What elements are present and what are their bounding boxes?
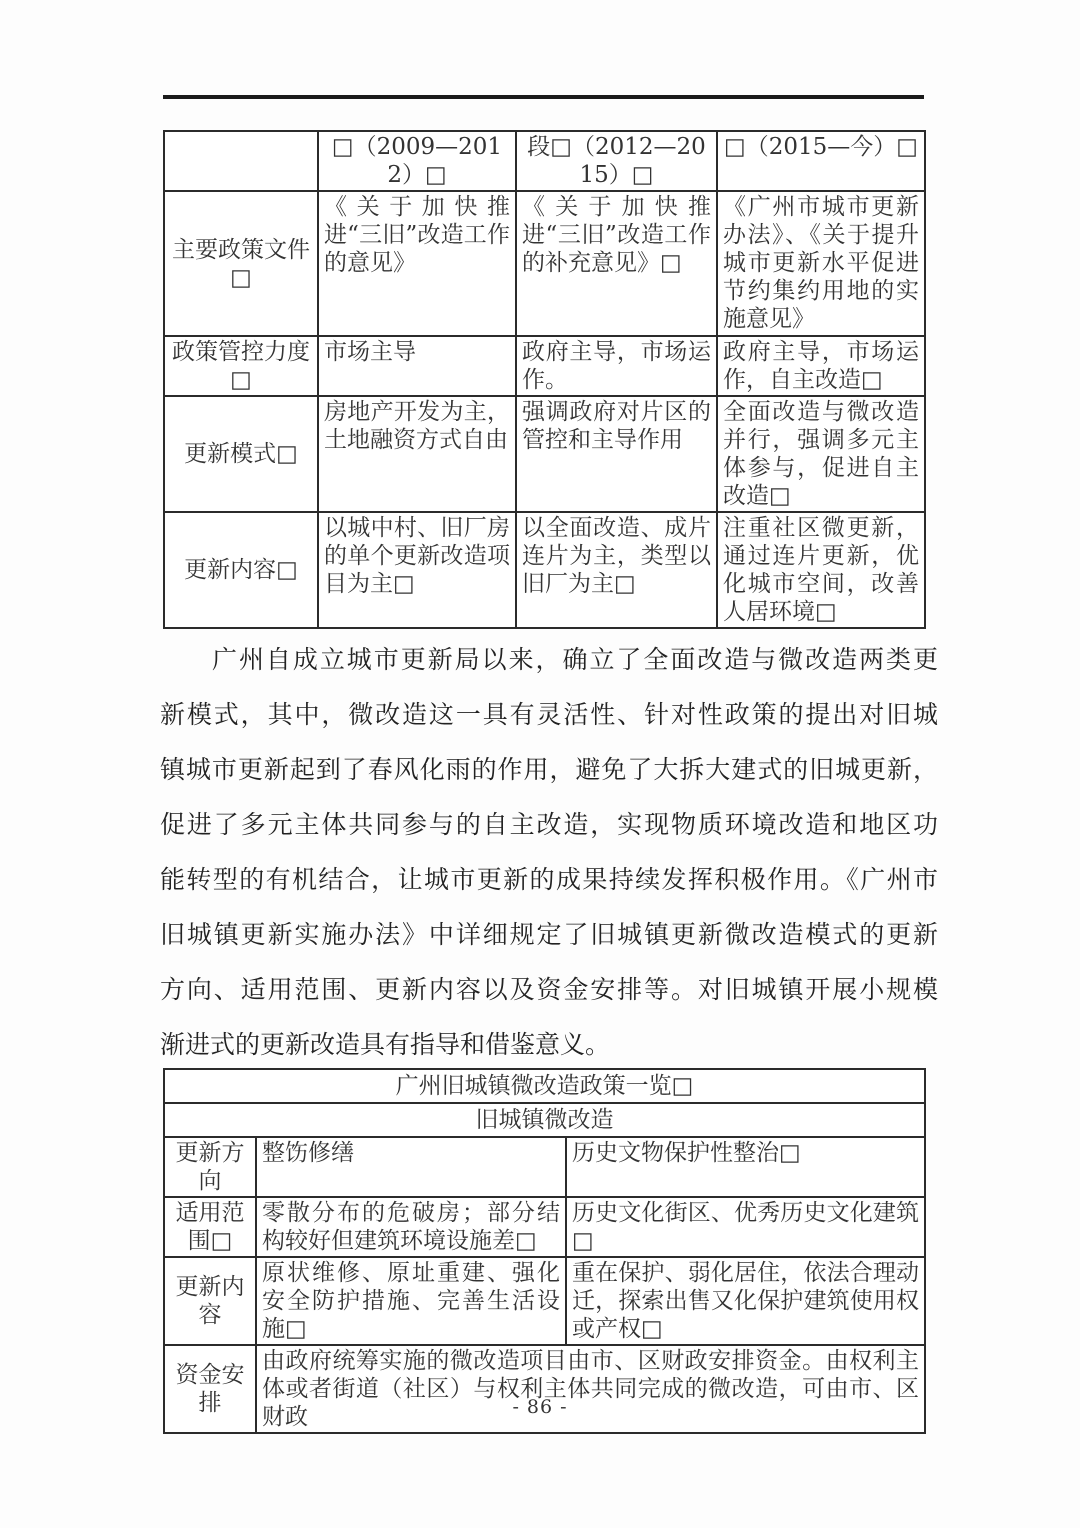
table-cell: 零散分布的危破房；部分结构较好但建筑环境设施差□	[256, 1197, 566, 1257]
table-subtitle-cell: 旧城镇微改造	[164, 1103, 925, 1137]
table-row-renewal-mode	[164, 396, 925, 512]
table-row-renewal-content	[164, 512, 925, 628]
paragraph-line: 能转型的有机结合，让城市更新的成果持续发挥积极作用。《广州市	[160, 865, 938, 894]
row-label-cell: 更新内容	[164, 1257, 256, 1345]
table-cell: 由政府统筹实施的微改造项目由市、区财政安排资金。由权利主体或者街道（社区）与权利主体共同完成的微改造，可由市、区财政	[256, 1345, 925, 1433]
body-paragraph	[160, 632, 938, 1072]
table-cell: 原状维修、原址重建、强化安全防护措施、完善生活设施□	[256, 1257, 566, 1345]
table-cell: 《关于加快推进“三旧”改造工作的补充意见》□	[516, 191, 717, 336]
paragraph-line: 方向、适用范围、更新内容以及资金安排等。对旧城镇开展小规模	[160, 975, 938, 1004]
table-cell: 以城中村、旧厂房的单个更新改造项目为主□	[318, 512, 516, 628]
table-cell: 历史文物保护性整治□	[566, 1137, 925, 1197]
row-label-cell: 政策管控力度□	[164, 336, 318, 396]
table-subtitle-row	[164, 1103, 925, 1137]
table-header-cell-blank	[164, 131, 318, 191]
table-row-main-policy-docs	[164, 191, 925, 336]
table-row-funding	[164, 1345, 925, 1433]
paragraph-line: 镇城市更新起到了春风化雨的作用，避免了大拆大建式的旧城更新，	[160, 755, 938, 784]
table-title-row	[164, 1069, 925, 1103]
row-label-cell: 适用范围□	[164, 1197, 256, 1257]
table-cell: 以全面改造、成片连片为主，类型以旧厂为主□	[516, 512, 717, 628]
row-label-cell: 更新方向	[164, 1137, 256, 1197]
table-cell: 强调政府对片区的管控和主导作用	[516, 396, 717, 512]
paragraph-line: 促进了多元主体共同参与的自主改造，实现物质环境改造和地区功	[160, 810, 938, 839]
micro-renovation-policy-table	[163, 1068, 926, 1434]
row-label-cell: 更新内容□	[164, 512, 318, 628]
table-row-policy-control	[164, 336, 925, 396]
table-cell: 房地产开发为主，土地融资方式自由	[318, 396, 516, 512]
table-header-cell-stage3: □（2015—今）□	[717, 131, 925, 191]
table-header-cell-stage2: 段□（2012—2015）□	[516, 131, 717, 191]
table-header-cell-stage1: □（2009—2012）□	[318, 131, 516, 191]
header-rule	[163, 95, 924, 99]
paragraph-line: 旧城镇更新实施办法》中详细规定了旧城镇更新微改造模式的更新	[160, 920, 938, 949]
table-cell: 历史文化街区、优秀历史文化建筑□	[566, 1197, 925, 1257]
table-cell: 全面改造与微改造并行，强调多元主体参与，促进自主改造□	[717, 396, 925, 512]
table-cell: 《广州市城市更新办法》、《关于提升城市更新水平促进节约集约用地的实施意见》	[717, 191, 925, 336]
policy-stages-table	[163, 130, 926, 629]
row-label-cell: 更新模式□	[164, 396, 318, 512]
table-row-applicable-scope	[164, 1197, 925, 1257]
table-header-row	[164, 131, 925, 191]
page-number: - 86 -	[512, 1396, 568, 1418]
table-cell: 整饬修缮	[256, 1137, 566, 1197]
table-cell: 市场主导	[318, 336, 516, 396]
table-cell: 《关于加快推进“三旧”改造工作的意见》	[318, 191, 516, 336]
paragraph-line: 渐进式的更新改造具有指导和借鉴意义。	[160, 1030, 611, 1059]
table-row-renewal-direction	[164, 1137, 925, 1197]
paragraph-line: 新模式，其中，微改造这一具有灵活性、针对性政策的提出对旧城	[160, 700, 938, 729]
row-label-cell: 主要政策文件□	[164, 191, 318, 336]
table-cell: 政府主导，市场运作，自主改造□	[717, 336, 925, 396]
table-cell: 注重社区微更新，通过连片更新，优化城市空间，改善人居环境□	[717, 512, 925, 628]
table-cell: 重在保护、弱化居住，依法合理动迁，探索出售又化保护建筑使用权或产权□	[566, 1257, 925, 1345]
table-cell: 政府主导，市场运作。	[516, 336, 717, 396]
row-label-cell: 资金安排	[164, 1345, 256, 1433]
paragraph-line: 广州自成立城市更新局以来，确立了全面改造与微改造两类更	[212, 645, 938, 674]
table-title-cell: 广州旧城镇微改造政策一览□	[164, 1069, 925, 1103]
table-row-renewal-content	[164, 1257, 925, 1345]
